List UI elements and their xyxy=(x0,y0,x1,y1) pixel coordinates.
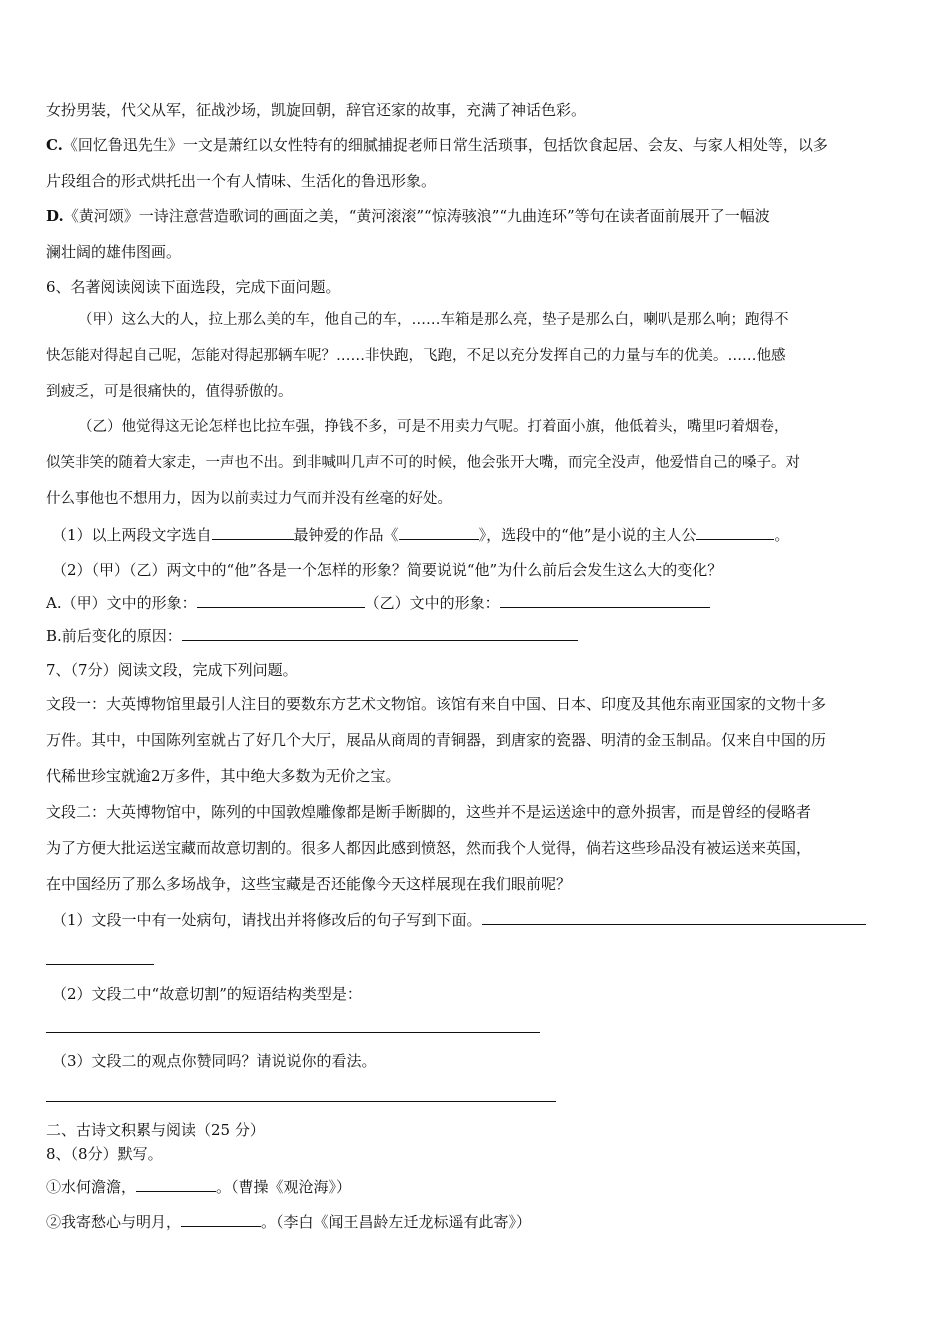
q6-a-text-a: A.（甲）文中的形象： xyxy=(46,594,197,612)
q8-l2-text-a: ②我寄愁心与明月， xyxy=(46,1213,182,1231)
option-d-text: 《黄河颂》一诗注意营造歌词的画面之美，“黄河滚滚”“惊涛骇浪”“九曲连环”等句在读者面前展开了一幅波 xyxy=(63,207,770,225)
q7-title: 7、（7分）阅读文段，完成下列问题。 xyxy=(46,661,298,679)
q6-q1-text-a: （1）以上两段文字选自 xyxy=(52,526,212,544)
q7-question1 xyxy=(52,910,866,930)
q6-a-text-b: （乙）文中的形象： xyxy=(364,594,500,612)
q6-passage-jia-line3: 到疲乏，可是很痛快的，值得骄傲的。 xyxy=(46,384,293,400)
q6-passage-yi-line1: （乙）他觉得这无论怎样也比拉车强，挣钱不多，可是不用卖力气呢。打着面小旗，他低着头，嘴里叼着烟卷， xyxy=(78,419,789,435)
q6-title: 6、名著阅读阅读下面选段，完成下面问题。 xyxy=(46,278,341,296)
q7-passage1-line1: 文段一：大英博物馆里最引人注目的要数东方艺术文物馆。该馆有来自中国、日本、印度及其他东南亚国家的文物十多 xyxy=(46,695,827,713)
q6-passage-yi-line2: 似笑非笑的随着大家走，一声也不出。到非喊叫几声不可的时候，他会张开大嘴，而完全没声，他爱惜自己的嗓子。对 xyxy=(46,455,800,471)
answer-blank-protagonist[interactable] xyxy=(696,525,774,540)
q7-question3: （3）文段二的观点你赞同吗？请说说你的看法。 xyxy=(52,1052,377,1070)
q6-b-text-a: B.前后变化的原因： xyxy=(46,627,182,645)
option-c-text: 《回忆鲁迅先生》一文是萧红以女性特有的细腻捕捉老师日常生活琐事，包括饮食起居、会友、与家人相处等，以多 xyxy=(62,136,828,154)
q6-q1-text-c: 》，选段中的“他”是小说的主人公 xyxy=(478,526,697,544)
answer-blank-yi-image[interactable] xyxy=(500,593,710,608)
q7-passage2-line1: 文段二：大英博物馆中，陈列的中国敦煌雕像都是断手断脚的，这些并不是运送途中的意外损害，而是曾经的侵略者 xyxy=(46,803,812,821)
q8-line1 xyxy=(46,1177,351,1197)
q6-answer-b xyxy=(46,626,578,646)
q6-question1 xyxy=(52,525,789,545)
answer-blank-q8-1[interactable] xyxy=(136,1177,216,1192)
q7-q1-text: （1）文段一中有一处病句，请找出并将修改后的句子写到下面。 xyxy=(52,911,482,929)
option-c-label: C. xyxy=(46,136,63,154)
q6-answer-a xyxy=(46,593,710,613)
answer-line-q7-2[interactable] xyxy=(46,1032,540,1033)
q6-passage-jia-line2: 快怎能对得起自己呢，怎能对得起那辆车呢？……非快跑，飞跑，不足以充分发挥自己的力量与车的优美。……他感 xyxy=(46,348,786,364)
q8-line2 xyxy=(46,1212,531,1232)
q7-question2: （2）文段二中“故意切割”的短语结构类型是： xyxy=(52,985,362,1003)
q6-passage-jia-line1: （甲）这么大的人，拉上那么美的车，他自己的车，……车箱是那么亮，垫子是那么白，喇叭是那么响；跑得不 xyxy=(78,312,789,328)
answer-blank-q7-1[interactable] xyxy=(482,910,866,925)
q5-option-b-continued: 女扮男装，代父从军，征战沙场，凯旋回朝，辞官还家的故事，充满了神话色彩。 xyxy=(46,101,587,119)
q7-passage2-line3: 在中国经历了那么多场战争，这些宝藏是否还能像今天这样展现在我们眼前呢？ xyxy=(46,875,572,893)
q7-passage1-line3: 代稀世珍宝就逾2万多件，其中绝大多数为无价之宝。 xyxy=(46,767,401,785)
q8-l1-text-b: 。（曹操《观沧海》） xyxy=(216,1178,352,1196)
answer-blank-q8-2[interactable] xyxy=(181,1212,261,1227)
answer-blank-change-reason[interactable] xyxy=(182,626,578,641)
q6-question2: （2）（甲）（乙）两文中的“他”各是一个怎样的形象？简要说说“他”为什么前后会发生这么大的变化？ xyxy=(52,561,723,579)
q8-title: 8、（8分）默写。 xyxy=(46,1145,163,1163)
q6-q1-text-d: 。 xyxy=(774,526,790,544)
q6-q1-text-b: 最钟爱的作品《 xyxy=(293,526,399,544)
answer-line-q7-1-cont[interactable] xyxy=(46,964,154,965)
section-2-title: 二、古诗文积累与阅读（25 分） xyxy=(46,1121,265,1139)
answer-blank-jia-image[interactable] xyxy=(197,593,365,608)
q7-passage1-line2: 万件。其中，中国陈列室就占了好几个大厅，展品从商周的青铜器，到唐家的瓷器、明清的金玉制品。仅来自中国的历 xyxy=(46,731,827,749)
answer-blank-book[interactable] xyxy=(399,525,479,540)
q7-passage2-line2: 为了方便大批运送宝藏而故意切割的。很多人都因此感到愤怒，然而我个人觉得，倘若这些珍品没有被运送来英国， xyxy=(46,839,812,857)
answer-line-q7-3[interactable] xyxy=(46,1101,556,1102)
q5-option-d-line1 xyxy=(46,206,770,226)
option-d-label: D. xyxy=(46,207,64,225)
q6-passage-yi-line3: 什么事他也不想用力，因为以前卖过力气而并没有丝毫的好处。 xyxy=(46,491,452,507)
q5-option-d-line2: 澜壮阔的雄伟图画。 xyxy=(46,243,182,261)
q5-option-c-line2: 片段组合的形式烘托出一个有人情味、生活化的鲁迅形象。 xyxy=(46,172,437,190)
answer-blank-author[interactable] xyxy=(212,525,294,540)
q5-option-c-line1 xyxy=(46,135,828,155)
q8-l1-text-a: ①水何澹澹， xyxy=(46,1178,137,1196)
q8-l2-text-b: 。（李白《闻王昌龄左迁龙标遥有此寄》） xyxy=(261,1213,532,1231)
